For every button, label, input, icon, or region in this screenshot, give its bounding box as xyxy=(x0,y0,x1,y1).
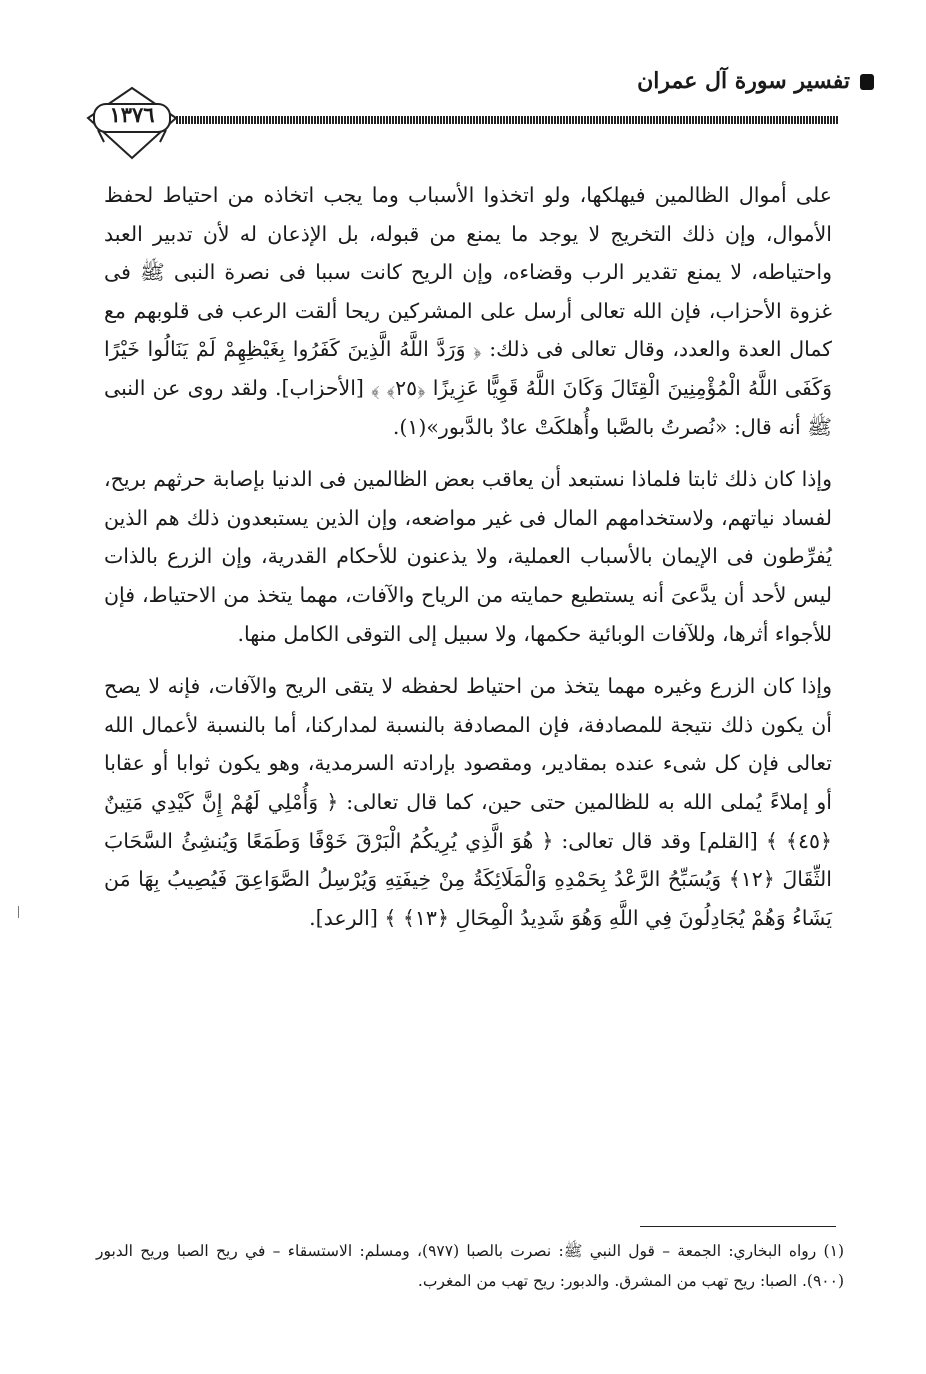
page-number-badge xyxy=(84,86,180,172)
page-number-frame-icon xyxy=(84,86,180,172)
main-text xyxy=(104,176,832,951)
footnote-separator xyxy=(640,1226,836,1227)
footnote: (١) رواه البخاري: الجمعة – قول النبي ﷺ: نصرت بالصبا (٩٧٧)، ومسلم: الاستسقاء – في ريح الصبا وريح الدبور (٩٠٠). الصبا: ريح تهب من المشرق. والدبور: ريح تهب من المغرب. xyxy=(96,1242,844,1290)
page-number: ١٣٧٦ xyxy=(109,102,155,127)
paragraph: وإذا كان ذلك ثابتا فلماذا نستبعد أن يعاقب بعض الظالمين فى الدنيا بإصابة حرثهم بريح، لفساد نياتهم، ولاستخدامهم المال فى غير مواضعه، وإن الذين يستبعدون ذلك هم الذين يُفرِّطون فى الإيمان بالأسباب العملية، ولا يذعنون للأحكام القدرية، وإن الزرع بالذات ليس لأحد أن يدَّعىَ أنه يستطيع حمايته من الرياح والآفات، مهما يتخذ من الاحتياط، فإن للأجواء أثرها، وللآفات الوبائية حكمها، ولا سبيل إلى التوقى الكامل منها. xyxy=(104,467,832,646)
paragraph: على أموال الظالمين فيهلكها، ولو اتخذوا الأسباب وما يجب اتخاذه من احتياط لحفظ الأموال، وإن ذلك التخريج لا يوجد ما يمنع من قبوله، بل الإذعان له لأن تدبير العبد واحتياطه، لا يمنع تقدير الرب وقضاءه، وإن الريح كانت سببا فى نصرة النبى ﷺ فى غزوة الأحزاب، فإن الله تعالى أرسل على المشركين ريحا ألقت الرعب فى قلوبهم مع كمال العدة والعدد، وقال تعالى فى ذلك: ﴿ وَرَدَّ اللَّهُ الَّذِينَ كَفَرُوا بِغَيْظِهِمْ لَمْ يَنَالُوا خَيْرًا وَكَفَى اللَّهُ الْمُؤْمِنِينَ الْقِتَالَ وَكَانَ اللَّهُ قَوِيًّا عَزِيزًا ﴿٢٥﴾ ﴾ [الأحزاب]. ولقد روى عن النبى ﷺ أنه قال: «نُصرتُ بالصَّبا وأُهلكَتْ عادٌ بالدَّبور»(١). xyxy=(104,183,832,439)
paragraph: وإذا كان الزرع وغيره مهما يتخذ من احتياط لحفظه لا يتقى الريح والآفات، فإنه لا يصح أن يكون ذلك نتيجة للمصادفة، فإن المصادفة بالنسبة لمداركنا، أما بالنسبة لأعمال الله تعالى فإن كل شىء عنده بمقادير، ومقصود بإرادته السرمدية، وهو يكون ثوابا أو عقابا أو إملاءً يُملى الله به للظالمين حتى حين، كما قال تعالى: ﴿ وَأُمْلِي لَهُمْ إِنَّ كَيْدِي مَتِينٌ ﴿٤٥﴾ ﴾ [القلم] وقد قال تعالى: ﴿ هُوَ الَّذِي يُرِيكُمُ الْبَرْقَ خَوْفًا وَطَمَعًا وَيُنشِئُ السَّحَابَ الثِّقَالَ ﴿١٢﴾ وَيُسَبِّحُ الرَّعْدُ بِحَمْدِهِ وَالْمَلَائِكَةُ مِنْ خِيفَتِهِ وَيُرْسِلُ الصَّوَاعِقَ فَيُصِيبُ بِهَا مَن يَشَاءُ وَهُمْ يُجَادِلُونَ فِي اللَّهِ وَهُوَ شَدِيدُ الْمِحَالِ ﴿١٣﴾ ﴾ [الرعد]. xyxy=(104,674,832,930)
running-title xyxy=(637,68,874,94)
margin-mark xyxy=(18,906,19,918)
page-header xyxy=(84,58,874,168)
header-rule xyxy=(176,116,838,124)
title-ornament-icon xyxy=(860,74,874,90)
running-title-text: تفسير سورة آل عمران xyxy=(637,68,850,94)
